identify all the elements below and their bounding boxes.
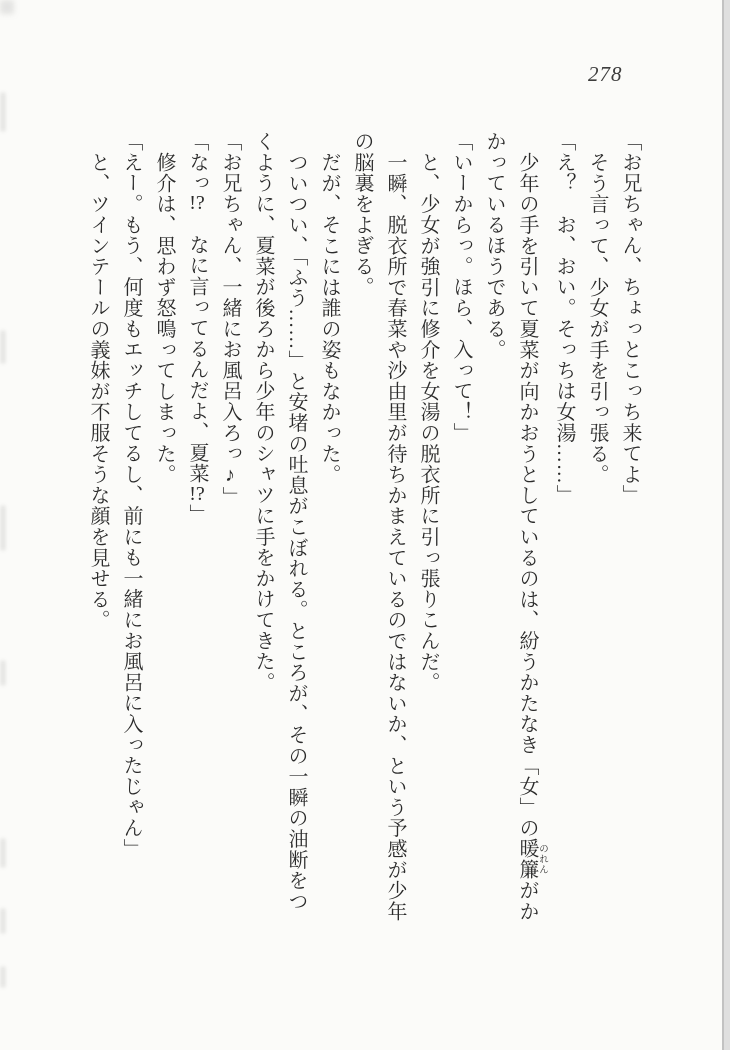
- text-column-6: 「いーからっ。ほら、入って！」: [450, 131, 472, 443]
- scan-bleedthrough-artifact: [0, 966, 6, 988]
- text-column-12: くように、夏菜が後ろから少年のシャツに手をかけてきた。: [252, 131, 274, 693]
- text-column-2: そう言って、少女が手を引っ張る。: [586, 152, 608, 485]
- scan-bleedthrough-artifact: [0, 660, 6, 686]
- text-column-4: [510, 131, 547, 966]
- text-column-11: ついつい、「ふう……」と安堵の吐息がこぼれる。ところが、その一瞬の油断をつ: [285, 152, 307, 912]
- scan-bleedthrough-artifact: [0, 908, 6, 934]
- text-column-13: 「お兄ちゃん、一緒にお風呂入ろっ♪」: [219, 131, 241, 508]
- text-column-8: 一瞬、脱衣所で春菜や沙由里が待ちかまえているのではないか、という予感が少年: [384, 152, 406, 922]
- text-column-17: と、ツインテールの義妹が不服そうな顔を見せる。: [87, 152, 109, 631]
- scan-bleedthrough-artifact: [0, 505, 6, 551]
- text-segment: がか: [516, 880, 538, 922]
- text-segment: 少年の手を引いて夏菜が向かおうとしているのは、紛うかたなき「女」の: [516, 152, 538, 839]
- furigana-noren: [516, 838, 547, 881]
- scan-bleedthrough-artifact: [0, 330, 6, 364]
- scan-bleedthrough-artifact: [0, 838, 6, 868]
- text-column-16: 「えー。もう、何度もエッチしてるし、前にも一緒にお風呂に入ったじゃん」: [120, 131, 142, 859]
- text-segment: なに言ってるんだよ、夏菜: [186, 213, 208, 484]
- text-block: [85, 131, 646, 966]
- text-segment: 」: [186, 503, 208, 525]
- ruby-base: 暖簾: [516, 838, 538, 881]
- text-column-14: [180, 131, 213, 966]
- page-number: 278: [588, 62, 623, 86]
- text-column-15: 修介は、思わず怒鳴ってしまった。: [153, 152, 175, 485]
- text-column-5: かっているほうである。: [483, 131, 505, 360]
- scan-page-edge-strip: [724, 0, 730, 1050]
- tatechuyoko-exclamation-question: !?: [189, 193, 205, 214]
- text-column-10: だが、そこには誰の姿もなかった。: [318, 152, 340, 485]
- text-column-7: と、少女が強引に修介を女湯の脱衣所に引っ張りこんだ。: [417, 152, 439, 693]
- ruby-text: のれん: [537, 838, 547, 880]
- text-column-3: 「え？ お、おい。そっちは女湯……」: [553, 131, 575, 506]
- scan-bleedthrough-artifact: [0, 92, 6, 132]
- text-segment: 「なっ: [186, 131, 208, 194]
- text-column-1: 「お兄ちゃん、ちょっとこっち来てよ」: [619, 131, 641, 506]
- scan-corner-smudge: [0, 0, 14, 14]
- text-column-9: の脳裏をよぎる。: [351, 131, 373, 298]
- scan-page-edge-line: [722, 0, 724, 1050]
- tatechuyoko-exclamation-question: !?: [189, 483, 205, 504]
